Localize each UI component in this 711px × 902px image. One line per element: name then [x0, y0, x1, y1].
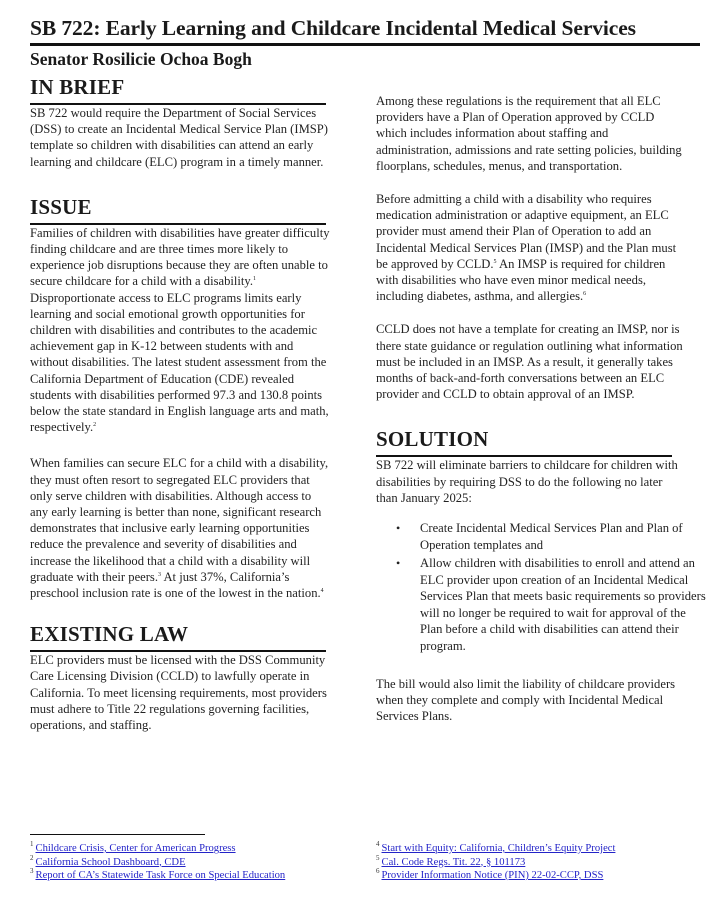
footnote-link[interactable]: Report of CA’s Statewide Task Force on Special Education — [35, 870, 286, 881]
footnote-divider — [30, 834, 205, 835]
footnote-link[interactable]: Cal. Code Regs. Tit. 22, § 101173 — [381, 856, 526, 868]
footnote: $^2$ California School Dashboard, CDE — [30, 853, 186, 868]
solution-closing: The bill would also limit the liability of childcare providers when they complete and comply with Incidental Medical Services Plans. — [376, 677, 676, 724]
footnote: $^3$ Report of CA’s Statewide Task Force on Special Education — [30, 867, 286, 881]
existing-law-paragraph-3: Before admitting a child with a disability who requires medication administration or adaptive equipment, an ELC provider must amend their Plan of Operation to add an Incidental Medical Services Plan (IMSP) and the Plan must be approved by CCLD.$^5$ An IMSP is required for children with disabilities who have even minor medical needs, including diabetes, asthma, and allergies.$^6$ — [376, 192, 677, 304]
solution-list-item: • Allow children with disabilities to enroll and attend an ELC provider upon creation of an Incidental Medical Services Plan that meets basic requirements so providers will no longer be required to wait for approval of the Plan before a child with disabilities can attend their program. — [396, 556, 706, 653]
section-heading-solution: SOLUTION — [376, 426, 672, 457]
section-heading-existing-law: EXISTING LAW — [30, 621, 326, 652]
bullet-icon: • — [396, 521, 401, 536]
title-divider — [30, 43, 700, 46]
author-line: Senator Rosilicie Ochoa Bogh — [30, 49, 252, 69]
footnote-ref-3[interactable]: 3 — [158, 571, 161, 578]
issue-paragraph-2: When families can secure ELC for a child with a disability, they must often resort to segregated ELC providers that only serve children with disabilities. Although access to any early learning is better than none, significant research demonstrates that inclusive early learning opportunities reduce the prevalence and severity of disabilities and increase the likelihood that a child with a disability will graduate with their peers.$^3$ At just 37%, California’s preschool inclusion rate is one of the lowest in the nation.$^4$ — [30, 456, 329, 601]
footnote-ref-2[interactable]: 2 — [93, 422, 97, 429]
document-title: SB 722: Early Learning and Childcare Incidental Medical Services — [30, 16, 636, 40]
footnote-ref-1[interactable]: 1 — [253, 276, 256, 283]
solution-intro: SB 722 will eliminate barriers to childcare for children with disabilities by requiring DSS to do the following no later than January 2025: — [376, 458, 678, 505]
bullet-icon: • — [396, 556, 401, 571]
right-column — [376, 93, 706, 725]
footnote-link[interactable]: Childcare Crisis, Center for American Progress — [35, 843, 236, 854]
footnote: $^4$ Start with Equity: California, Children’s Equity Project — [376, 840, 616, 854]
footnote-link[interactable]: Provider Information Notice (PIN) 22-02-CCP, DSS — [381, 870, 604, 881]
footnote: $^6$ Provider Information Notice (PIN) 22-02-CCP, DSS — [376, 867, 604, 881]
left-column — [30, 74, 330, 733]
existing-law-paragraph-4: CCLD does not have a template for creating an IMSP, nor is there state guidance or regulation outlining what information must be included in an IMSP. As a result, it generally takes months of back-and-forth conversations between an ELC provider and CCLD to obtain approval of an IMSP. — [376, 322, 683, 402]
section-heading-in-brief: IN BRIEF — [30, 74, 326, 105]
footnote: $^5$ Cal. Code Regs. Tit. 22, § 101173 — [376, 853, 526, 868]
footnotes-right — [376, 842, 615, 883]
issue-paragraph-1: Families of children with disabilities have greater difficulty finding childcare and are three times more likely to experience job disruptions because they are often unable to secure childcare for a child with a disability.$^1$ Disproportionate access to ELC programs limits early learning and social emotional growth opportunities for children with disabilities and contributes to the academic achievement gap in K-12 between students with and without disabilities. The latest student assessment from the California Department of Education (CDE) revealed students with disabilities performed 97.3 and 130.8 points below the state standard in English language arts and math, respectively.$^2$ — [30, 225, 330, 435]
footnote-link[interactable]: Start with Equity: California, Children’s Equity Project — [381, 843, 616, 854]
footnote: $^1$ Childcare Crisis, Center for American Progress — [30, 840, 236, 854]
footnotes-left — [30, 842, 285, 883]
in-brief-paragraph: SB 722 would require the Department of Social Services (DSS) to create an Incidental Medical Service Plan (IMSP) template so children with disabilities can attend an early learning and childcare (ELC) program in a timely manner. — [30, 106, 328, 169]
existing-law-paragraph-1: ELC providers must be licensed with the DSS Community Care Licensing Division (CCLD) to lawfully operate in California. To meet licensing requirements, most providers must adhere to Title 22 regulations governing facilities, operations, and staffing. — [30, 653, 327, 733]
footnote-ref-6[interactable]: 6 — [583, 291, 587, 298]
solution-list — [376, 520, 706, 654]
existing-law-paragraph-2: Among these regulations is the requirement that all ELC providers have a Plan of Operation approved by CCLD which includes information about staffing and administration, admissions and rate setting policies, building floorplans, schedules, menus, and transportation. — [376, 94, 682, 173]
footnote-ref-5[interactable]: 5 — [493, 258, 497, 265]
section-heading-issue: ISSUE — [30, 194, 326, 225]
footnote-link[interactable]: California School Dashboard, CDE — [35, 856, 186, 868]
solution-list-item: • Create Incidental Medical Services Plan and Plan of Operation templates and — [396, 521, 683, 552]
footnote-ref-4[interactable]: 4 — [320, 587, 324, 594]
